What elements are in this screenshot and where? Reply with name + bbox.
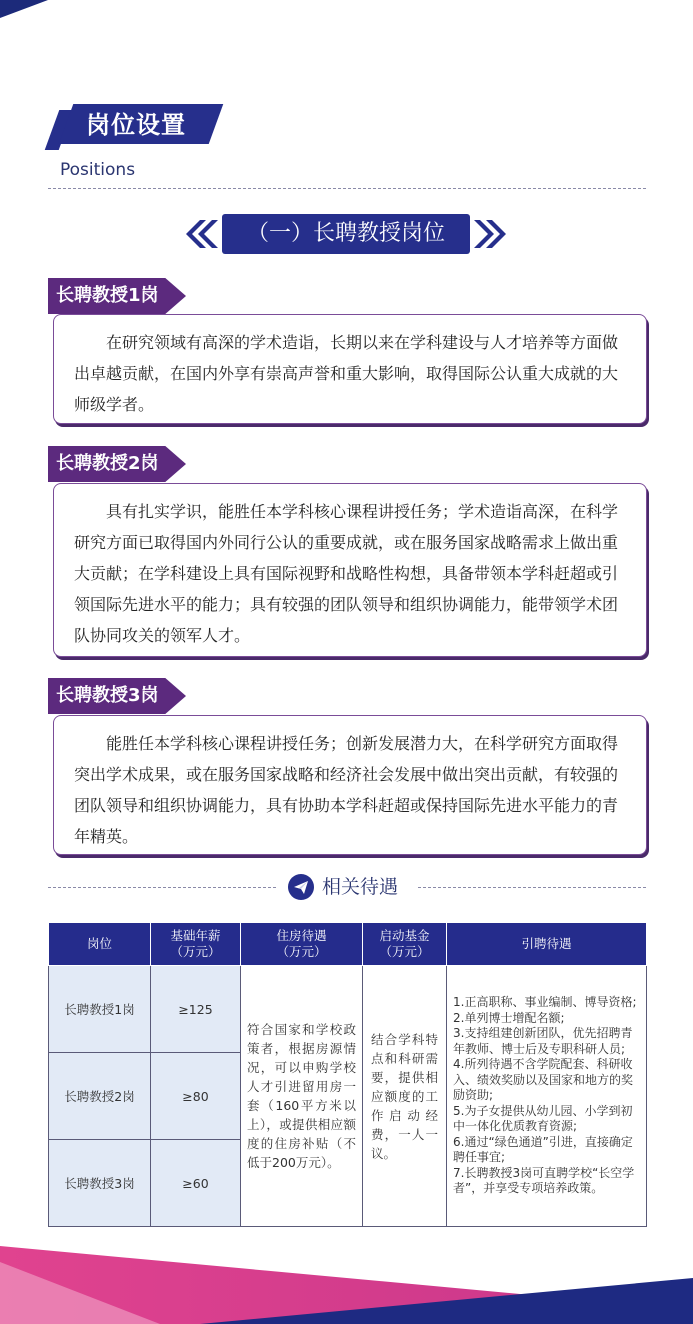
- post-description-box-1: [53, 314, 647, 424]
- double-chevron-right-icon: [470, 220, 506, 248]
- post-label-3: [48, 678, 188, 714]
- header-intro: 引聘待遇: [447, 923, 647, 966]
- header-post: 岗位: [49, 923, 151, 966]
- intro-item: 4.所列待遇不含学院配套、科研收入、绩效奖励以及国家和地方的奖励资助;: [453, 1057, 634, 1103]
- post-description: 能胜任本学科核心课程讲授任务；创新发展潜力大，在科学研究方面取得突出学术成果，或在服务国家战略和经济社会发展中做出突出贡献，有较强的团队领导和组织协调能力，具有协助本学科赶超或保持国际先进水平能力的青年精英。: [74, 734, 619, 846]
- intro-item: 7.长聘教授3岗可直聘学校“长空学者”，并享受专项培养政策。: [453, 1165, 635, 1196]
- fund-cell: 结合学科特点和科研需要，提供相应额度的工作启动经费，一人一议。: [363, 966, 447, 1227]
- treatment-table: [48, 922, 647, 1227]
- section-divider: [48, 188, 646, 189]
- related-divider-left: [48, 887, 276, 888]
- post-cell: 长聘教授3岗: [49, 1140, 151, 1227]
- salary-cell: ≥60: [151, 1140, 241, 1227]
- post-label-text: 长聘教授1岗: [56, 285, 159, 306]
- post-label-1: [48, 278, 188, 314]
- section-title: 岗位设置: [86, 111, 186, 139]
- post-description-box-2: [53, 483, 647, 657]
- table-row: [49, 966, 647, 1053]
- post-description-box-3: [53, 715, 647, 855]
- post-label-text: 长聘教授2岗: [56, 453, 159, 474]
- post-label-2: [48, 446, 188, 482]
- post-cell: 长聘教授1岗: [49, 966, 151, 1053]
- intro-item: 3.支持组建创新团队，优先招聘青年教师、博士后及专职科研人员;: [453, 1026, 633, 1056]
- double-chevron-left-icon: [186, 220, 222, 248]
- post-description: 在研究领域有高深的学术造诣，长期以来在学科建设与人才培养等方面做出卓越贡献，在国内外享有崇高声誉和重大影响，取得国际公认重大成就的大师级学者。: [74, 333, 619, 414]
- salary-cell: ≥125: [151, 966, 241, 1053]
- post-cell: 长聘教授2岗: [49, 1053, 151, 1140]
- section-subtitle: Positions: [60, 160, 136, 180]
- housing-cell: 符合国家和学校政策者，根据房源情况，可以申购学校人才引进留用房一套（160平方米以上），或提供相应额度的住房补贴（不低于200万元）。: [241, 966, 363, 1227]
- banner-title: （一）长聘教授岗位: [246, 221, 445, 246]
- related-divider-right: [418, 887, 646, 888]
- header-fund: 启动基金 （万元）: [363, 923, 447, 966]
- corner-decoration: [0, 0, 48, 18]
- intro-item: 2.单列博士增配名额;: [453, 1010, 565, 1025]
- salary-cell: ≥80: [151, 1053, 241, 1140]
- header-housing: 住房待遇 （万元）: [241, 923, 363, 966]
- paper-plane-icon: [288, 874, 314, 900]
- intro-item: 6.通过“绿色通道”引进，直接确定聘任事宜;: [453, 1134, 633, 1165]
- post-label-text: 长聘教授3岗: [56, 685, 159, 706]
- intro-item: 1.正高职称、事业编制、博导资格;: [453, 995, 637, 1010]
- related-title-text: 相关待遇: [322, 876, 399, 898]
- bottom-decoration: [0, 1232, 693, 1324]
- subsection-banner: [186, 214, 506, 254]
- post-description: 具有扎实学识，能胜任本学科核心课程讲授任务；学术造诣高深，在科学研究方面已取得国内外同行公认的重要成就，或在服务国家战略需求上做出重大贡献；在学科建设上具有国际视野和战略性构想，具备带领本学科赶超或引领国际先进水平的能力；具有较强的团队领导和组织协调能力，能带领学术团队协同攻关的领军人才。: [74, 502, 619, 645]
- section-header: [48, 104, 228, 152]
- table-header-row: [49, 923, 647, 966]
- intro-item: 5.为子女提供从幼儿园、小学到初中一体化优质教育资源;: [453, 1103, 633, 1134]
- intro-cell: [447, 966, 647, 1227]
- header-salary: 基础年薪 （万元）: [151, 923, 241, 966]
